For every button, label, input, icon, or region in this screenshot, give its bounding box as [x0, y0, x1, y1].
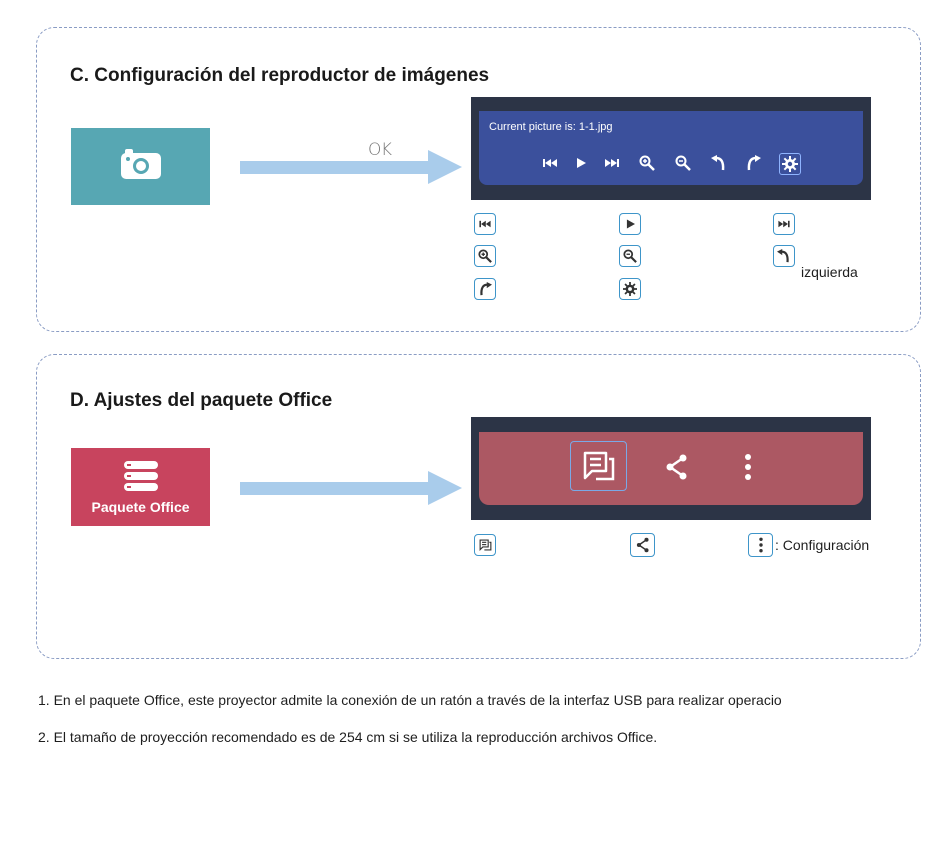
note-2: 2. El tamaño de proyección recomendado es de 254 cm si se utiliza la reproducción archivos Office.	[38, 729, 658, 745]
office-control-bar	[479, 432, 863, 505]
rotate-left-icon[interactable]	[710, 154, 728, 172]
camera-icon	[119, 147, 163, 186]
legend-rotate-right-icon	[474, 278, 496, 300]
settings-icon[interactable]	[779, 153, 801, 175]
photo-app-tile[interactable]	[71, 128, 210, 205]
legend-share-icon	[630, 533, 655, 557]
office-player-screen	[471, 417, 871, 520]
current-picture-text: Current picture is: 1-1.jpg	[489, 121, 613, 133]
legend-settings-icon	[619, 278, 641, 300]
section-d-title: D. Ajustes del paquete Office	[70, 390, 333, 411]
next-icon[interactable]	[603, 154, 621, 172]
legend-zoom-in-icon	[474, 245, 496, 267]
office-tile-label: Paquete Office	[91, 498, 190, 515]
legend-previous-icon	[474, 213, 496, 235]
legend-play-icon	[619, 213, 641, 235]
zoom-out-icon[interactable]	[674, 154, 692, 172]
section-c-title: C. Configuración del reproductor de imágenes	[70, 65, 490, 86]
legend-document-icon	[474, 534, 496, 556]
zoom-in-icon[interactable]	[638, 154, 656, 172]
arrow-right-icon	[240, 150, 462, 184]
more-vertical-icon[interactable]	[738, 452, 758, 482]
stack-icon	[123, 460, 159, 497]
legend-more-vertical-icon	[748, 533, 773, 557]
document-icon[interactable]	[570, 441, 627, 491]
player-control-bar	[479, 111, 863, 185]
legend-settings-text: : Configuración	[775, 537, 870, 553]
picture-player-screen	[471, 97, 871, 200]
legend-next-icon	[773, 213, 795, 235]
play-icon[interactable]	[572, 154, 590, 172]
share-icon[interactable]	[663, 452, 691, 482]
note-1: 1. En el paquete Office, este proyector admite la conexión de un ratón a través de la interfaz USB para realizar operacio	[38, 692, 782, 708]
previous-icon[interactable]	[541, 154, 559, 172]
legend-rotate-left-text: izquierda	[801, 264, 858, 280]
office-app-tile[interactable]	[71, 448, 210, 526]
legend-zoom-out-icon	[619, 245, 641, 267]
ok-label: OK	[368, 140, 392, 160]
legend-rotate-left-icon	[773, 245, 795, 267]
rotate-right-icon[interactable]	[744, 154, 762, 172]
arrow-right-icon	[240, 471, 462, 505]
